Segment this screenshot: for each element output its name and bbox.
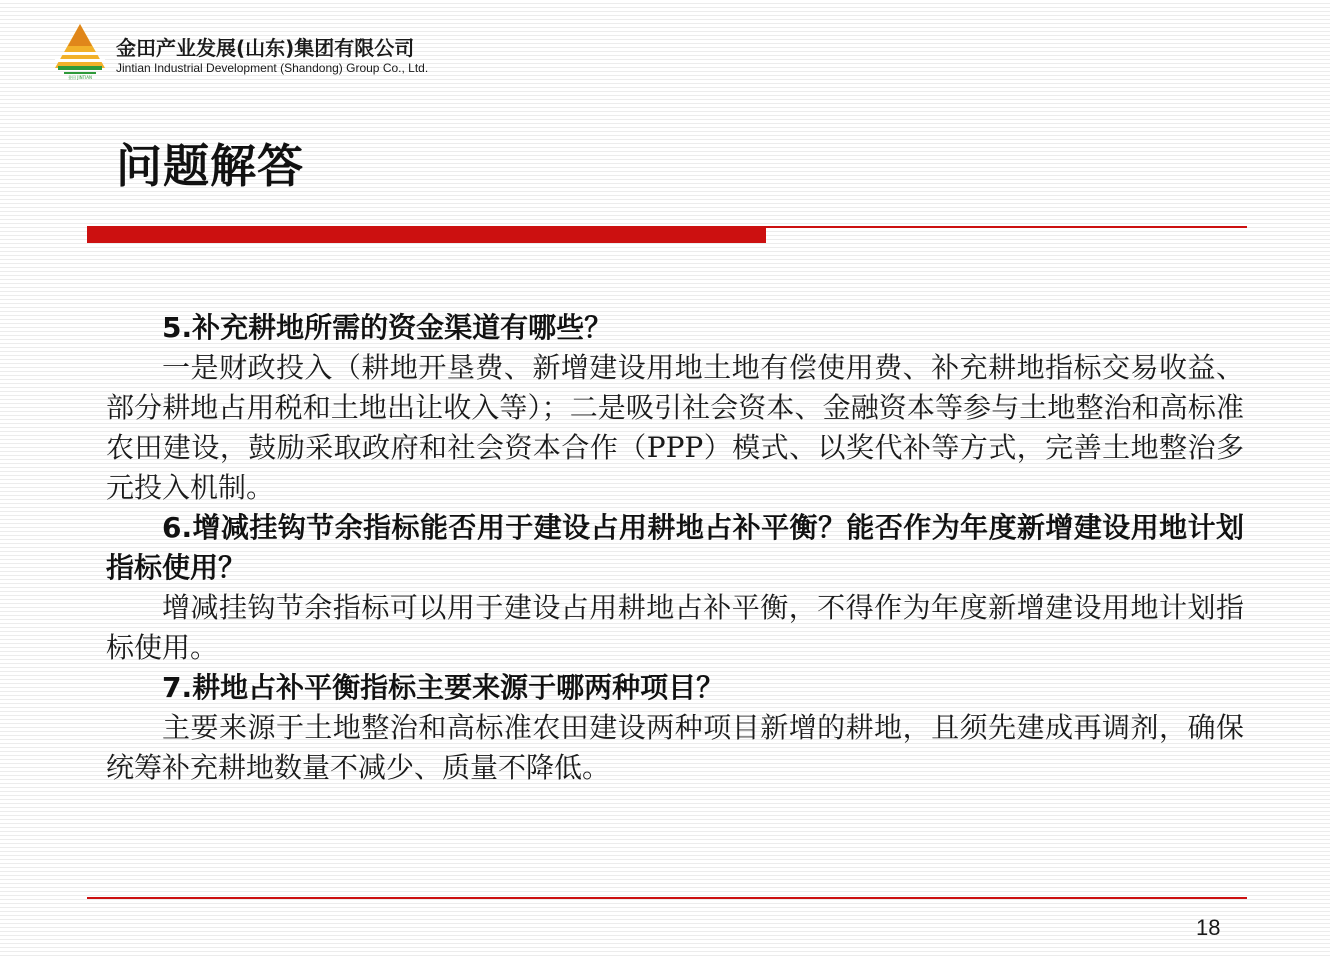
company-logo bbox=[52, 22, 472, 82]
answer-5: 一是财政投入（耕地开垦费、新增建设用地土地有偿使用费、补充耕地指标交易收益、部分耕地占用税和土地出让收入等）；二是吸引社会资本、金融资本等参与土地整治和高标准农田建设，鼓励采取政府和社会资本合作（PPP）模式、以奖代补等方式，完善土地整治多元投入机制。 bbox=[106, 351, 1244, 504]
company-name-cn: 金田产业发展(山东)集团有限公司 bbox=[116, 36, 415, 60]
answer-7: 主要来源于土地整治和高标准农田建设两种项目新增的耕地，且须先建成再调剂，确保统筹补充耕地数量不减少、质量不降低。 bbox=[106, 711, 1244, 784]
jintian-logo-icon bbox=[52, 22, 108, 80]
company-name-en: Jintian Industrial Development (Shandong) Group Co., Ltd. bbox=[116, 61, 429, 75]
page-number: 18 bbox=[1196, 915, 1221, 940]
question-5: 5.补充耕地所需的资金渠道有哪些？ bbox=[162, 311, 613, 344]
title-underline-thick bbox=[87, 226, 766, 243]
logo-small-text: 金田 JINTIAN bbox=[68, 75, 92, 80]
slide-title: 问题解答 bbox=[116, 139, 304, 193]
question-7: 7.耕地占补平衡指标主要来源于哪两种项目？ bbox=[162, 671, 725, 704]
slide-body bbox=[106, 308, 1244, 788]
footer-divider bbox=[87, 897, 1247, 899]
title-underline-thin bbox=[766, 226, 1247, 228]
answer-6: 增减挂钩节余指标可以用于建设占用耕地占补平衡，不得作为年度新增建设用地计划指标使用。 bbox=[106, 591, 1244, 664]
question-6: 6.增减挂钩节余指标能否用于建设占用耕地占补平衡？能否作为年度新增建设用地计划指标使用？ bbox=[106, 511, 1244, 584]
